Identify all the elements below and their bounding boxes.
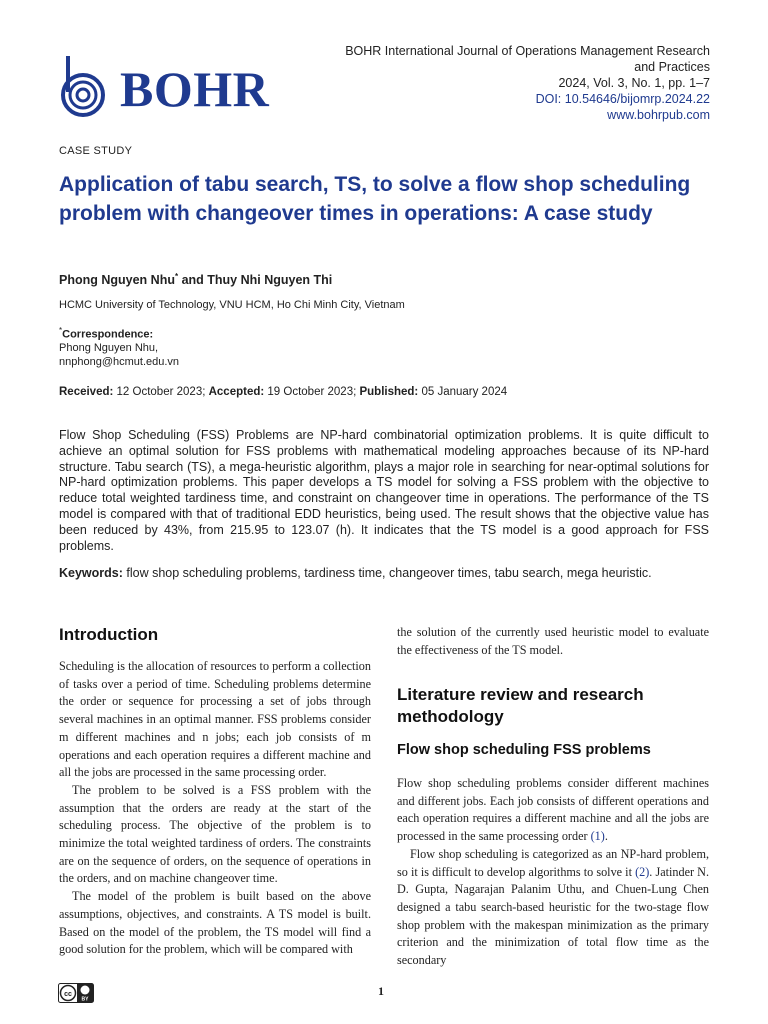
- author-list: [59, 272, 332, 287]
- correspondence: [59, 324, 179, 369]
- fss-heading: Flow shop scheduling FSS problems: [397, 742, 651, 758]
- page-number: 1: [378, 984, 384, 998]
- received-date: 12 October 2023;: [113, 386, 209, 398]
- journal-volume: 2024, Vol. 3, No. 1, pp. 1–7: [558, 76, 710, 90]
- author-others: and Thuy Nhi Nguyen Thi: [178, 273, 333, 288]
- abstract: Flow Shop Scheduling (FSS) Problems are NP-hard combinatorial optimization problems. It is quite difficult to achieve an optimal solution for FSS problems with mathematical modeling approaches because of its NP-hard structure. Tabu search (TS), a mega-heuristic algorithm, plays a major role in searching for near-optimal solutions for NP-hard optimization problems. This paper develops a TS model for solving a FSS problem with the objective to reduce total weighted tardiness time, and constraint on changeover time in operations. The performance of the TS model is compared with that of traditional EDD heuristics, being used. The result shows that the objective value has been reduced by 43%, from 215.95 to 123.07 (h). It indicates that the TS model is a good approach for FSS problems.: [59, 428, 709, 553]
- fss-p1-text: Flow shop scheduling problems consider different machines and different jobs. Each job consists of different operations and each operation requires a different machine and all the jobs are processed in the same processing order: [397, 776, 709, 844]
- article-dates: [59, 386, 507, 398]
- published-date: 05 January 2024: [418, 386, 508, 398]
- cc-by-icon: [58, 983, 94, 1003]
- svg-text:cc: cc: [64, 991, 72, 998]
- fss-p2-text-a: Flow shop scheduling is categorized as an NP-hard problem, so it is difficult to develop algorithms to solve it: [397, 846, 709, 879]
- intro-paragraph-1: Scheduling is the allocation of resources to perform a collection of tasks over a period of time. Scheduling problems determine the order or sequence for processing a set of jobs through several machines in an optimal manner. FSS problems consider m different machines and n jobs; each job consists of m operations and each operation requires a different machine and all the jobs are processed in the same processing order.: [59, 659, 371, 780]
- bohr-logo-text: BOHR: [120, 61, 270, 117]
- right-column-continuation: [397, 624, 709, 659]
- accepted-date: 19 October 2023;: [264, 386, 360, 398]
- accepted-label: Accepted:: [208, 386, 265, 398]
- article-type: CASE STUDY: [59, 145, 133, 157]
- keywords-list: flow shop scheduling problems, tardiness time, changeover times, tabu search, mega heuristic.: [122, 566, 652, 580]
- fss-paragraph-1: [397, 775, 709, 846]
- intro-paragraph-3: The model of the problem is built based on the above assumptions, objectives, and constraints. A TS model is built. Based on the model of the problem, the TS model will find a good solution for the problem, which will be compared with: [59, 889, 371, 957]
- right-paragraph-0: the solution of the currently used heuristic model to evaluate the effectiveness of the TS model.: [397, 625, 709, 657]
- corr-label: Correspondence:: [62, 328, 154, 341]
- author-1-mark: *: [174, 272, 179, 281]
- doi-link[interactable]: DOI: 10.54646/bijomrp.2024.22: [535, 92, 710, 106]
- literature-heading: Literature review and research methodology: [397, 685, 644, 726]
- fss-paragraph-2: [397, 846, 709, 970]
- corr-mark: *: [59, 326, 63, 335]
- citation-1[interactable]: (1): [590, 829, 605, 844]
- introduction-heading: Introduction: [59, 625, 159, 644]
- fss-p1-end: .: [604, 829, 608, 844]
- corr-email[interactable]: nnphong@hcmut.edu.vn: [59, 355, 180, 368]
- corr-name: Phong Nguyen Nhu,: [59, 342, 159, 355]
- journal-name-line1: BOHR International Journal of Operations Management Research: [345, 44, 710, 58]
- intro-paragraph-2: The problem to be solved is a FSS problem with the assumption that the orders are ready at the start of the scheduling process. The objective of the problem is to minimize the total weighted tardiness of orders. The constraints are on the sequence of orders, on the sequence of operations in the orders, and on machine changeover time.: [59, 782, 371, 886]
- website-link[interactable]: www.bohrpub.com: [607, 108, 710, 122]
- affiliation: HCMC University of Technology, VNU HCM, Ho Chi Minh City, Vietnam: [59, 299, 405, 311]
- keywords: [59, 566, 719, 580]
- fss-p2-text-b: . Jatinder N. D. Gupta, Nagarajan Palanim Uthu, and Chuen-Lung Chen designed a tabu search-based heuristic for the two-stage flow shop problem with the makespan minimization as the primary criterion and the minimization of total flow time as the secondary: [397, 864, 709, 968]
- journal-name-line2: and Practices: [634, 60, 710, 74]
- article-title: Application of tabu search, TS, to solve a flow shop scheduling problem with changeover times in operations: A case study: [59, 173, 691, 225]
- introduction-body: [59, 658, 371, 959]
- license-label: BY: [81, 996, 89, 1003]
- keywords-label: Keywords:: [59, 566, 123, 580]
- fss-body: [397, 775, 709, 970]
- journal-info: [290, 43, 710, 123]
- received-label: Received:: [59, 386, 114, 398]
- author-1[interactable]: Phong Nguyen Nhu: [59, 273, 175, 288]
- published-label: Published:: [359, 386, 419, 398]
- citation-2[interactable]: (2): [635, 864, 650, 879]
